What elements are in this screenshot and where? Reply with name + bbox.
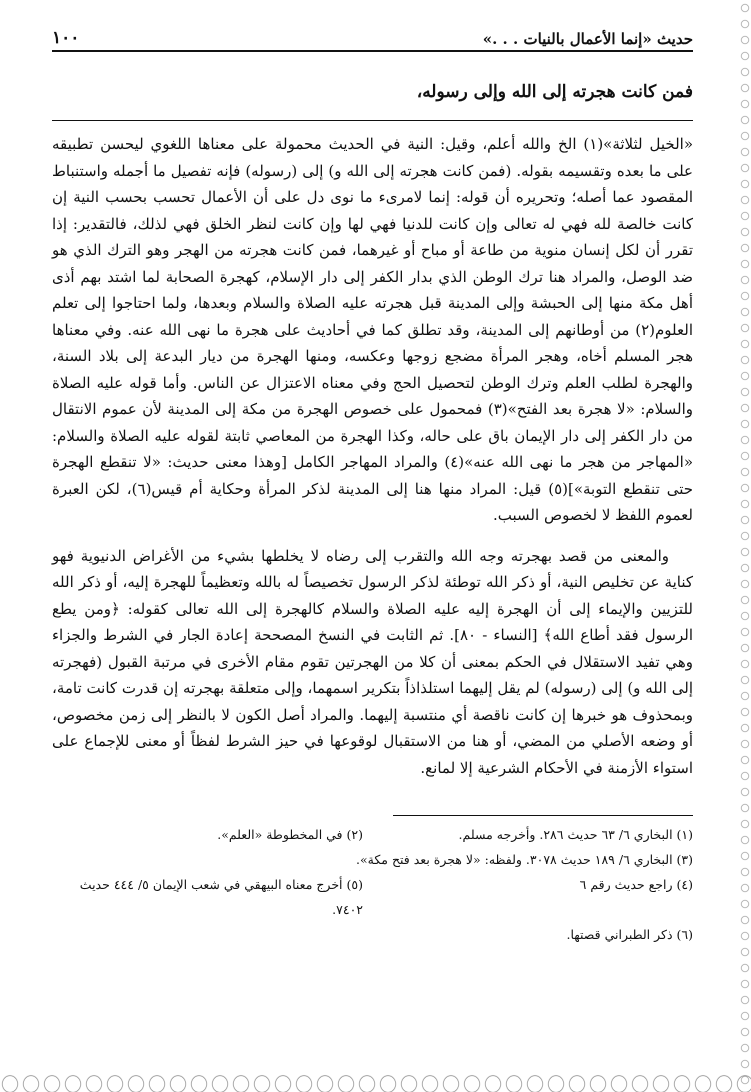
text-separator	[52, 120, 693, 121]
book-page	[52, 10, 693, 1066]
footnote-row	[52, 822, 693, 847]
torn-right-edge	[739, 0, 751, 1092]
footnote: (١) البخاري ٦/ ٦٣ حديث ٢٨٦. وأخرجه مسلم.	[458, 827, 693, 842]
footnote-row	[52, 872, 693, 922]
footnote-rule	[393, 815, 693, 816]
running-title: حديث «إنما الأعمال بالنيات . . .»	[482, 30, 693, 48]
footnotes	[52, 822, 693, 947]
footnote-row	[52, 922, 693, 947]
footnote: (٢) في المخطوطة «العلم».	[217, 827, 363, 842]
torn-bottom-edge	[0, 1072, 751, 1092]
commentary	[52, 131, 693, 781]
footnote: (٦) ذكر الطبراني قصتها.	[566, 927, 693, 942]
commentary-paragraph: والمعنى من قصد بهجرته وجه الله والتقرب إلى رضاه لا يخلطها بشيء من الأغراض الدنيوية فهو كناية عن تخليص النية، أو ذكر الله توطئة لذكر الرسول تخصيصاً له بالله وتعظيماً للهجرة إليه، أو ذكر الله للتزيين والإيماء إلى أن الهجرة إليه عليه الصلاة والسلام كالهجرة إلى الله تعالى كقوله: ﴿ومن يطع الرسول فقد أطاع الله﴾ [النساء - ٨٠]. ثم الثابت في النسخ المصححة إعادة الجار في الشرط والجزاء وهي تفيد الاستقلال في الحكم بمعنى أن كلا من الهجرتين تقوم مقام الأخرى في مرتبة القبول (فهجرته إلى الله و) إلى (رسوله) لم يقل إليهما استلذاذاً بتكرير اسمهما، وإلى متعلقة بهجرته إن قدرت كانت تامة، وبمحذوف هو خبرها إن كانت ناقصة أي منتسبة إليهما. والمراد أصل الكون لا بالنظر إلى زمن مخصوص، أو وضعه الأصلي من المضي، أو هنا من الاستقبال لوقوعها في حيز الشرط لفظاً أو معنى للإجماع على استواء الأزمنة في الأحكام الشرعية إلا لمانع.	[52, 546, 693, 777]
footnote: (٣) البخاري ٦/ ١٨٩ حديث ٣٠٧٨. ولفظه: «لا هجرة بعد فتح مكة».	[356, 852, 693, 867]
footnote: (٥) أخرج معناه البيهقي في شعب الإيمان ٥/ ٤٤٤ حديث ٧٤٠٢.	[79, 877, 363, 917]
footnote-row	[52, 847, 693, 872]
page-header	[52, 10, 693, 52]
commentary-paragraph: «الخيل لثلاثة»(١) الخ والله أعلم، وقيل: النية في الحديث محمولة على معناها اللغوي ليحسن تطبيقه على ما بعده وتقسيمه بقوله. (فمن كانت هجرته إلى الله و) إلى (رسوله) فإنه تفصيل ما أجمله واستنباط المقصود عما أصله؛ وتحريره أن قوله: إنما لامرىء ما نوى دل على أن الأعمال تحسب بحسب النية إن كانت خالصة لله فهي له تعالى وإن كانت للدنيا فهي لها وإن كانت لنظر الخلق فهي لذلك، فالتقدير: إذا تقرر أن لكل إنسان منوية من طاعة أو مباح أو غيرهما، فمن كانت هجرته من الهجر وهو الترك الذي هو ضد الوصل، والمراد هنا ترك الوطن الذي بدار الكفر إلى دار الإسلام، كهجرة الصحابة لما اشتد بهم أذى أهل مكة منها إلى الحبشة وإلى المدينة قبل هجرته عليه الصلاة والسلام وبعدها، ولما احتاجوا إلى تعلم العلوم(٢) من أوطانهم إلى المدينة، وقد تطلق كما في أحاديث على هجرة ما نهى الله عنه. وفي معناها هجر المسلم أخاه، وهجر المرأة مضجع زوجها وعكسه، ومنها الهجرة من ديار البدعة إلى بلاد السنة، والهجرة لطلب العلم وترك الوطن لتحصيل الحج وفي معناه الاعتزال عن الناس. وأما قوله عليه الصلاة والسلام: «لا هجرة بعد الفتح»(٣) فمحمول على خصوص الهجرة من مكة إلى المدينة لأن عموم الانتقال من دار الكفر إلى دار الإيمان باق على حاله، وكذا الهجرة من المعاصي ثابتة لقوله عليه الصلاة والسلام: «المهاجر من هجر ما نهى الله عنه»(٤) والمراد المهاجر الكامل [وهذا معنى حديث: «لا تنقطع الهجرة حتى تنقطع التوبة»](٥) قيل: المراد منها هنا إلى المدينة لذكر المرأة وحكاية أم قيس(٦)، لكن العبرة لعموم اللفظ لا لخصوص السبب.	[52, 135, 694, 524]
footnote: (٤) راجع حديث رقم ٦	[579, 877, 693, 892]
hadith-text: فمن كانت هجرته إلى الله وإلى رسوله،	[416, 82, 693, 102]
page-number: ١٠٠	[52, 28, 80, 48]
